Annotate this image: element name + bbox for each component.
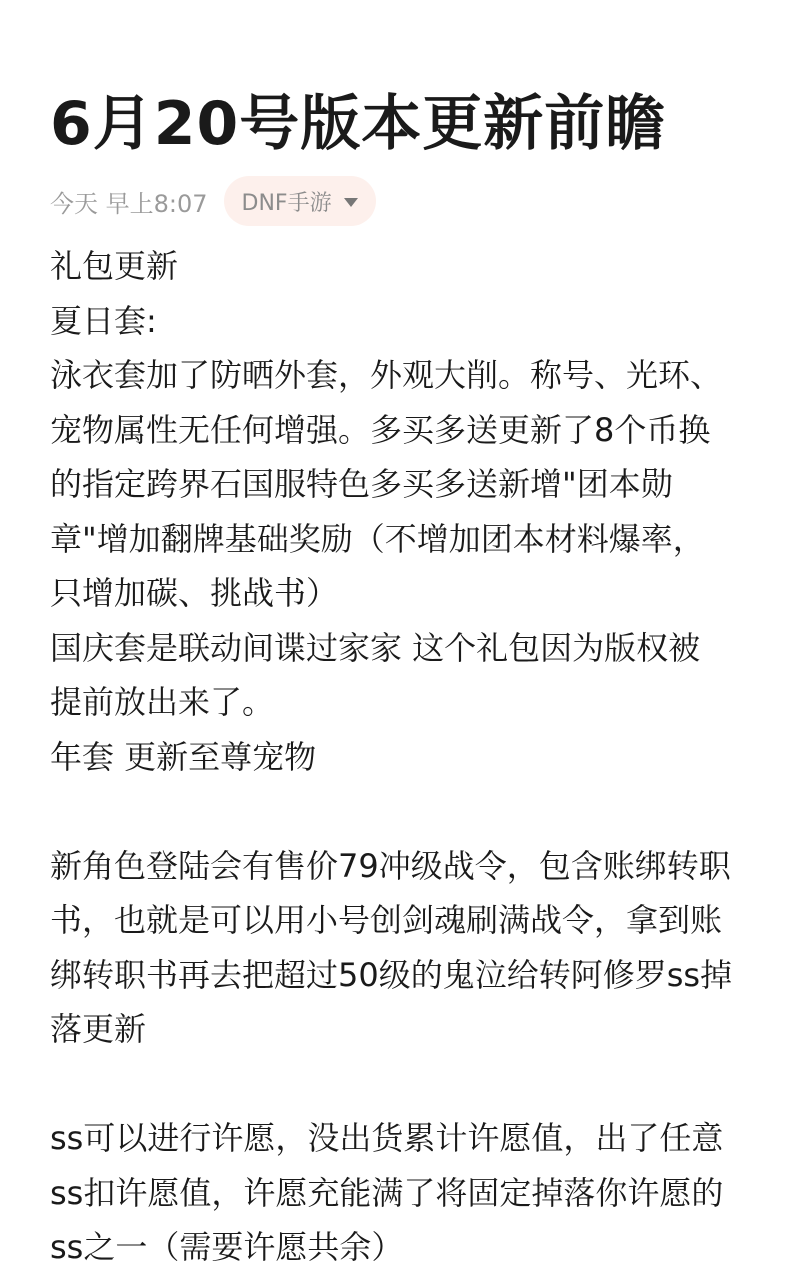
body-line: 书，也就是可以用小号创剑魂刷满战令，拿到账 [50,901,723,939]
paragraph-spacer [50,784,770,839]
body-line: ss可以进行许愿，没出货累计许愿值，出了任意 [50,1119,724,1157]
body-line: 新角色登陆会有售价79冲级战令，包含账绑转职 [50,846,731,885]
body-line: 宠物属性无任何增强。多买多送更新了8个币换 [50,410,711,449]
body-line: 的指定跨界石国服特色多买多送新增"团本勋 [50,465,673,503]
body-line: ss之一（需要许愿共余） [50,1228,404,1266]
body-line: 礼包更新 [50,247,179,285]
category-tag-label: DNF手游 [241,190,332,216]
body-line: ss扣许愿值，许愿充能满了将固定掉落你许愿的 [50,1173,724,1212]
body-line: 绑转职书再去把超过50级的鬼泣给转阿修罗ss掉 [50,955,733,994]
article-title: 6月20号版本更新前瞻 [50,89,667,159]
article-meta [50,176,770,226]
body-line: 提前放出来了。 [50,683,275,721]
publish-time: 今天 早上8:07 [50,189,208,218]
body-line: 国庆套是联动间谍过家家 这个礼包因为版权被 [50,628,701,667]
body-line: 落更新 [50,1010,147,1048]
body-line: 章"增加翻牌基础奖励（不增加团本材料爆率， [50,519,705,558]
body-line: 年套 更新至尊宠物 [50,737,317,776]
body-line: 夏日套: [50,301,157,340]
paragraph-spacer [50,1057,770,1112]
article-body [50,239,770,1275]
category-tag-dropdown[interactable] [224,176,376,226]
article [50,0,770,1275]
body-line: 泳衣套加了防晒外套，外观大削。称号、光环、 [50,356,723,394]
caret-down-icon [344,198,358,207]
body-line: 只增加碳、挑战书） [50,574,339,612]
